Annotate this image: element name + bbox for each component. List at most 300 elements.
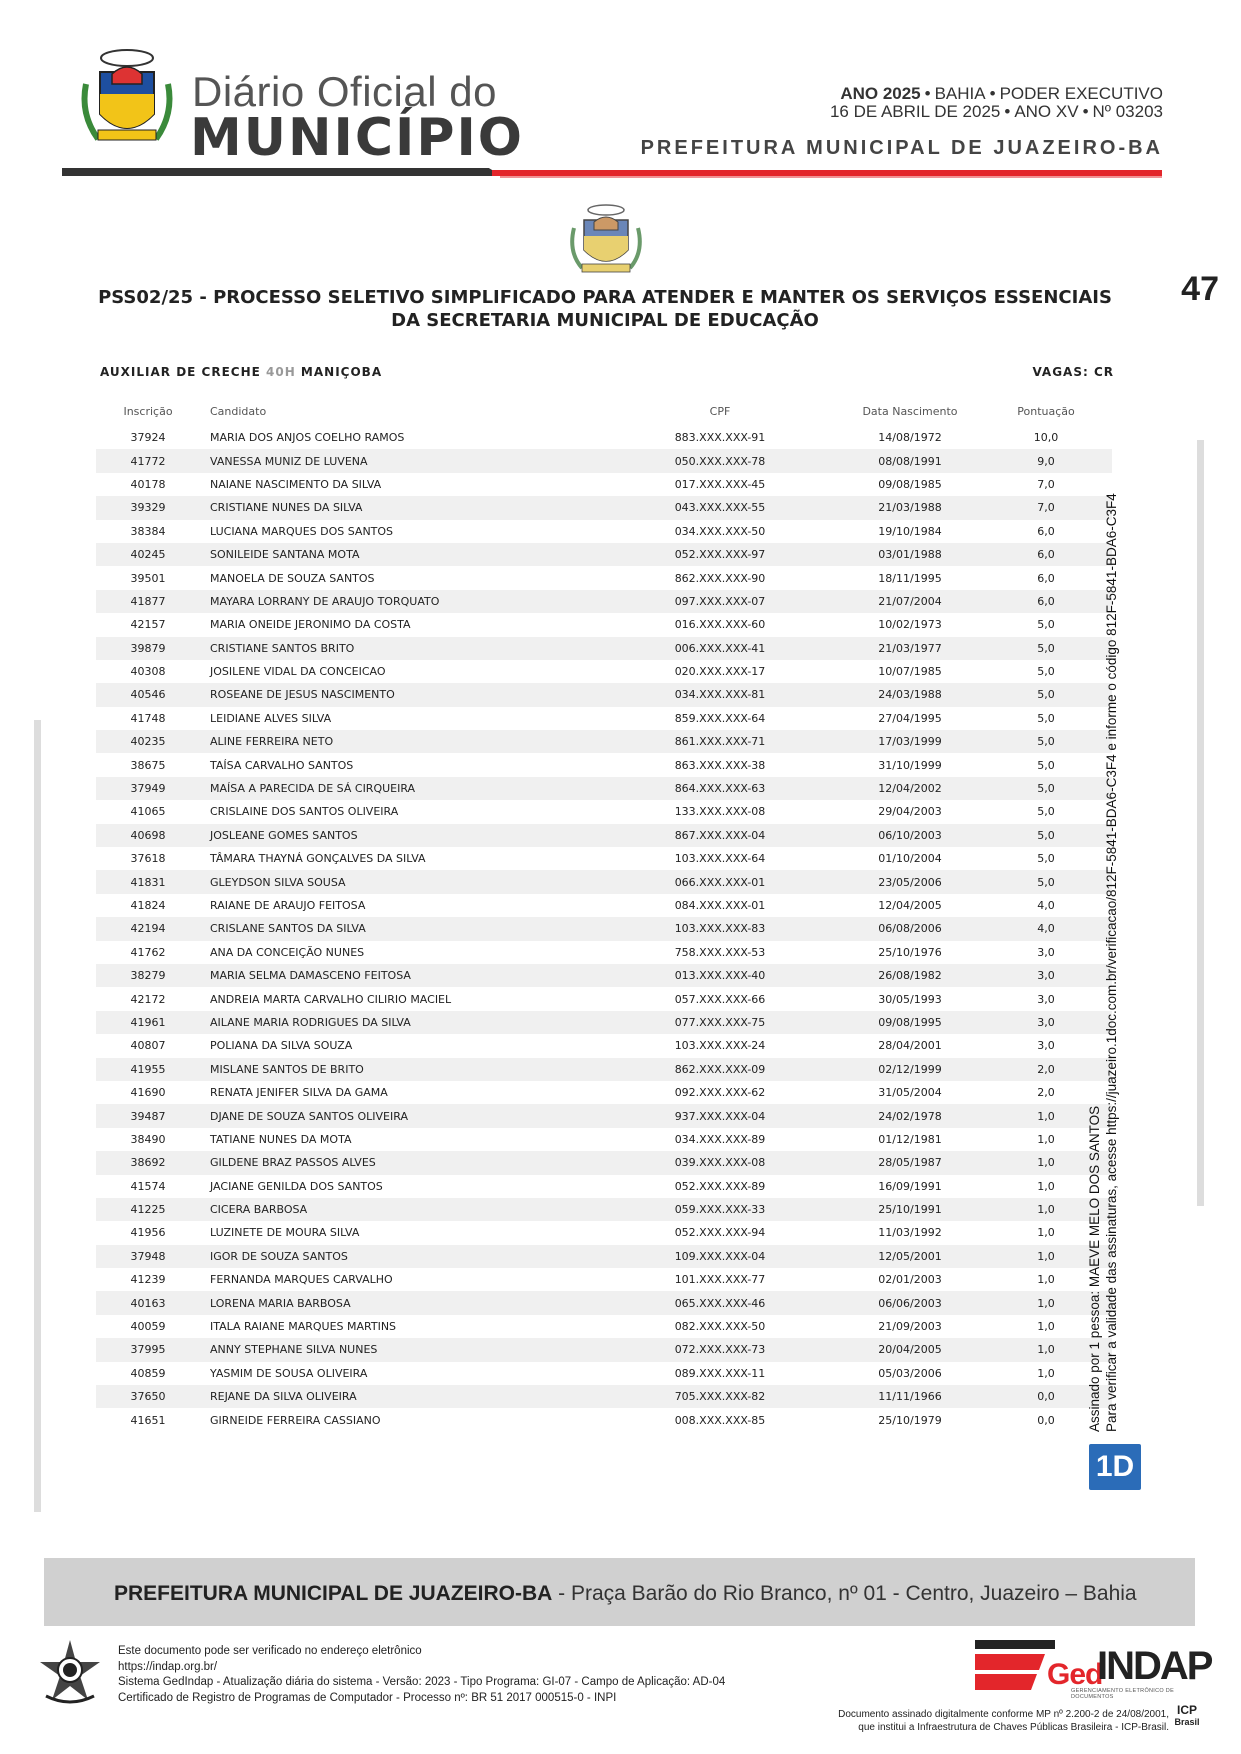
cell-candidato: AILANE MARIA RODRIGUES DA SILVA <box>200 1011 600 1034</box>
cell-inscricao: 40163 <box>96 1291 200 1314</box>
cell-inscricao: 42194 <box>96 917 200 940</box>
cell-inscricao: 37924 <box>130 431 166 445</box>
table-row <box>96 1315 1112 1338</box>
icp-brasil-logo <box>1171 1704 1203 1744</box>
cell-data-nascimento: 25/10/1979 <box>878 1413 942 1427</box>
gedindap-mark-icon <box>975 1640 1055 1698</box>
cell-inscricao: 41748 <box>130 711 166 725</box>
cell-candidato: TATIANE NUNES DA MOTA <box>210 1132 352 1146</box>
cell-data-nascimento: 11/11/1966 <box>840 1385 980 1408</box>
cell-pontuacao: 1,0 <box>1037 1132 1055 1146</box>
table-row <box>96 707 1112 730</box>
header-inscricao: Inscrição <box>123 404 173 418</box>
gedindap-indap: INDAP <box>1097 1644 1212 1688</box>
cell-pontuacao: 10,0 <box>1033 431 1059 445</box>
edition-meta-line1: ANO 2025 • BAHIA • PODER EXECUTIVO <box>840 84 1163 103</box>
cell-pontuacao: 6,0 <box>980 590 1112 613</box>
cell-data-nascimento: 11/03/1992 <box>878 1226 942 1240</box>
table-header-row <box>96 396 1112 426</box>
cell-inscricao: 38279 <box>96 964 200 987</box>
cell-pontuacao: 3,0 <box>1037 1039 1055 1053</box>
cell-data-nascimento: 29/04/2003 <box>878 805 942 819</box>
table-row <box>96 777 1112 800</box>
cell-inscricao: 40059 <box>130 1320 166 1334</box>
cell-data-nascimento: 06/06/2003 <box>840 1291 980 1314</box>
footer-address-rest: - Praça Barão do Rio Branco, nº 01 - Centro, Juazeiro – Bahia <box>552 1582 1137 1605</box>
table-row <box>96 473 1112 496</box>
cell-inscricao: 37650 <box>96 1385 200 1408</box>
cell-cpf: 034.XXX.XXX-50 <box>674 524 766 538</box>
cell-data-nascimento: 18/11/1995 <box>878 571 942 585</box>
table-row <box>96 637 1112 660</box>
cell-inscricao: 39329 <box>96 496 200 519</box>
verification-text <box>118 1644 725 1706</box>
cell-pontuacao: 2,0 <box>1037 1086 1055 1100</box>
digital-signature-notice <box>838 1708 1169 1734</box>
table-row <box>96 917 1112 940</box>
cell-cpf: 066.XXX.XXX-01 <box>600 870 840 893</box>
cell-candidato: DJANE DE SOUZA SANTOS OLIVEIRA <box>200 1104 600 1127</box>
cell-data-nascimento: 21/03/1977 <box>840 637 980 660</box>
cell-candidato: MAÍSA A PARECIDA DE SÁ CIRQUEIRA <box>200 777 600 800</box>
table-row <box>96 566 1112 589</box>
cell-pontuacao: 5,0 <box>1037 852 1055 866</box>
cell-inscricao: 41956 <box>130 1226 166 1240</box>
cell-cpf: 082.XXX.XXX-50 <box>674 1320 766 1334</box>
cell-data-nascimento: 10/02/1973 <box>878 618 942 632</box>
cell-cpf: 103.XXX.XXX-24 <box>674 1039 766 1053</box>
cell-inscricao: 41651 <box>130 1413 166 1427</box>
cell-pontuacao: 1,0 <box>980 1151 1112 1174</box>
right-margin-bar <box>1197 440 1204 1206</box>
table-row <box>96 847 1112 870</box>
cell-cpf: 034.XXX.XXX-81 <box>600 683 840 706</box>
cell-pontuacao: 5,0 <box>1037 711 1055 725</box>
cell-pontuacao: 6,0 <box>1037 524 1055 538</box>
cell-data-nascimento: 23/05/2006 <box>840 870 980 893</box>
page-number: 47 <box>1181 270 1219 308</box>
verify-line-4: Certificado de Registro de Programas de Computador - Processo nº: BR 51 2017 000515-0 - INPI <box>118 1691 617 1704</box>
cell-inscricao: 41762 <box>130 945 166 959</box>
1doc-badge-icon: 1D <box>1089 1444 1141 1490</box>
gedindap-ged: Ged <box>1047 1658 1103 1691</box>
cell-pontuacao: 9,0 <box>980 449 1112 472</box>
cell-inscricao: 40546 <box>96 683 200 706</box>
cell-candidato: GILDENE BRAZ PASSOS ALVES <box>200 1151 600 1174</box>
table-row <box>96 730 1112 753</box>
cell-data-nascimento: 01/12/1981 <box>878 1132 942 1146</box>
cell-pontuacao: 3,0 <box>980 964 1112 987</box>
table-row <box>96 496 1112 519</box>
cell-cpf: 103.XXX.XXX-64 <box>674 852 766 866</box>
brand-title-top: Diário Oficial do <box>192 68 497 115</box>
cell-inscricao: 38384 <box>130 524 166 538</box>
cell-cpf: 883.XXX.XXX-91 <box>674 431 766 445</box>
cell-pontuacao: 5,0 <box>1037 618 1055 632</box>
cell-data-nascimento: 21/03/1988 <box>840 496 980 519</box>
table-row <box>96 1034 1112 1057</box>
table-row <box>96 1198 1112 1221</box>
cell-inscricao: 41690 <box>130 1086 166 1100</box>
cell-inscricao: 41961 <box>96 1011 200 1034</box>
cell-candidato: JACIANE GENILDA DOS SANTOS <box>210 1179 383 1193</box>
cell-cpf: 077.XXX.XXX-75 <box>600 1011 840 1034</box>
table-row <box>96 1151 1112 1174</box>
cell-candidato: MARIA ONEIDE JERONIMO DA COSTA <box>210 618 411 632</box>
cell-cpf: 057.XXX.XXX-66 <box>674 992 766 1006</box>
cell-candidato: FERNANDA MARQUES CARVALHO <box>210 1273 393 1287</box>
header-pontuacao: Pontuação <box>1017 404 1075 418</box>
footer-address-bold: PREFEITURA MUNICIPAL DE JUAZEIRO-BA <box>114 1582 553 1605</box>
cell-inscricao: 40235 <box>96 730 200 753</box>
cell-pontuacao: 6,0 <box>980 543 1112 566</box>
cell-inscricao: 42157 <box>130 618 166 632</box>
table-row <box>96 987 1112 1010</box>
cell-data-nascimento: 26/08/1982 <box>840 964 980 987</box>
cell-pontuacao: 3,0 <box>980 1011 1112 1034</box>
cell-inscricao: 41574 <box>130 1179 166 1193</box>
cell-pontuacao: 5,0 <box>980 870 1112 893</box>
cell-cpf: 050.XXX.XXX-78 <box>600 449 840 472</box>
cell-pontuacao: 1,0 <box>1037 1366 1055 1380</box>
cell-inscricao: 39879 <box>96 637 200 660</box>
cell-candidato: RAIANE DE ARAUJO FEITOSA <box>210 899 366 912</box>
section-title <box>100 365 382 379</box>
cell-data-nascimento: 02/01/2003 <box>878 1273 942 1287</box>
cell-candidato: LUCIANA MARQUES DOS SANTOS <box>210 524 394 538</box>
cell-data-nascimento: 17/03/1999 <box>840 730 980 753</box>
cell-data-nascimento: 19/10/1984 <box>878 524 942 538</box>
cell-data-nascimento: 28/04/2001 <box>878 1039 942 1053</box>
cell-cpf: 059.XXX.XXX-33 <box>600 1198 840 1221</box>
cell-cpf: 016.XXX.XXX-60 <box>674 618 766 632</box>
cell-data-nascimento: 16/09/1991 <box>878 1179 942 1193</box>
section-title-hours: 40H <box>266 365 296 379</box>
results-table <box>96 396 1112 1432</box>
cell-inscricao: 41824 <box>130 899 166 912</box>
document-title-line2: DA SECRETARIA MUNICIPAL DE EDUCAÇÃO <box>391 310 819 331</box>
cell-inscricao: 38675 <box>130 758 166 772</box>
cell-candidato: RENATA JENIFER SILVA DA GAMA <box>210 1086 388 1100</box>
cell-data-nascimento: 01/10/2004 <box>878 852 942 866</box>
cell-candidato: MARIA SELMA DAMASCENO FEITOSA <box>200 964 600 987</box>
cell-candidato: TÂMARA THAYNÁ GONÇALVES DA SILVA <box>210 852 426 866</box>
left-margin-bar <box>34 720 41 1512</box>
cell-inscricao: 38692 <box>96 1151 200 1174</box>
cell-inscricao: 40698 <box>96 824 200 847</box>
table-row <box>96 1128 1112 1151</box>
cell-data-nascimento: 12/04/2005 <box>878 899 942 912</box>
cell-cpf: 043.XXX.XXX-55 <box>600 496 840 519</box>
cell-candidato: ROSEANE DE JESUS NASCIMENTO <box>200 683 600 706</box>
cell-data-nascimento: 02/12/1999 <box>840 1058 980 1081</box>
table-row <box>96 1058 1112 1081</box>
cell-pontuacao: 1,0 <box>980 1338 1112 1361</box>
table-row <box>96 426 1112 449</box>
table-row <box>96 1268 1112 1291</box>
cell-pontuacao: 1,0 <box>980 1104 1112 1127</box>
table-row <box>96 660 1112 683</box>
table-row <box>96 753 1112 776</box>
cell-candidato: ANDREIA MARTA CARVALHO CILIRIO MACIEL <box>210 992 452 1006</box>
cell-cpf: 101.XXX.XXX-77 <box>674 1273 766 1287</box>
cell-cpf: 859.XXX.XXX-64 <box>674 711 766 725</box>
cell-data-nascimento: 25/10/1991 <box>840 1198 980 1221</box>
edition-number: Nº 03203 <box>1092 102 1163 121</box>
cell-pontuacao: 3,0 <box>1037 945 1055 959</box>
table-row <box>96 1081 1112 1104</box>
edition-ano: ANO XV <box>1014 102 1079 121</box>
cell-candidato: GIRNEIDE FERREIRA CASSIANO <box>210 1413 381 1427</box>
header-rule-dark <box>62 168 502 176</box>
cell-data-nascimento: 12/04/2002 <box>840 777 980 800</box>
cell-inscricao: 41772 <box>96 449 200 472</box>
verify-line-3: Sistema GedIndap - Atualização diária do sistema - Versão: 2023 - Tipo Programa: GI-07 - Campo de Aplicação: AD-04 <box>118 1676 726 1688</box>
cell-candidato: YASMIM DE SOUSA OLIVEIRA <box>210 1366 368 1380</box>
cell-data-nascimento: 09/08/1995 <box>840 1011 980 1034</box>
cell-cpf: 089.XXX.XXX-11 <box>674 1366 766 1380</box>
cell-data-nascimento: 03/01/1988 <box>840 543 980 566</box>
vagas-label: VAGAS: CR <box>1032 365 1114 379</box>
cell-candidato: GLEYDSON SILVA SOUSA <box>200 870 600 893</box>
cell-pontuacao: 1,0 <box>980 1245 1112 1268</box>
cell-pontuacao: 4,0 <box>980 917 1112 940</box>
table-row <box>96 1291 1112 1314</box>
edition-branch: PODER EXECUTIVO <box>999 84 1163 103</box>
table-row <box>96 1245 1112 1268</box>
cell-data-nascimento: 10/07/1985 <box>878 665 942 679</box>
cell-cpf: 039.XXX.XXX-08 <box>600 1151 840 1174</box>
cell-inscricao: 40178 <box>130 477 166 491</box>
cell-candidato: CRISTIANE SANTOS BRITO <box>200 637 600 660</box>
cell-data-nascimento: 31/10/1999 <box>878 758 942 772</box>
edition-state: BAHIA <box>934 84 986 103</box>
section-title-start: AUXILIAR DE CRECHE <box>100 365 266 379</box>
document-title-line1: PSS02/25 - PROCESSO SELETIVO SIMPLIFICADO PARA ATENDER E MANTER OS SERVIÇOS ESSENCIAIS <box>98 287 1112 308</box>
cell-data-nascimento: 09/08/1985 <box>878 477 942 491</box>
digital-sig-line1: Documento assinado digitalmente conforme MP nº 2.200-2 de 24/08/2001, <box>838 1709 1169 1720</box>
cell-data-nascimento: 20/04/2005 <box>840 1338 980 1361</box>
cell-candidato: LORENA MARIA BARBOSA <box>200 1291 600 1314</box>
edition-date: 16 DE ABRIL DE 2025 <box>829 102 1001 121</box>
cell-pontuacao: 5,0 <box>1037 805 1055 819</box>
cell-inscricao: 37948 <box>96 1245 200 1268</box>
cell-cpf: 034.XXX.XXX-89 <box>674 1132 766 1146</box>
cell-candidato: ANNY STEPHANE SILVA NUNES <box>200 1338 600 1361</box>
table-row <box>96 1408 1112 1431</box>
cell-inscricao: 39501 <box>130 571 166 585</box>
cell-pontuacao: 5,0 <box>980 637 1112 660</box>
table-row <box>96 613 1112 636</box>
cell-inscricao: 37949 <box>96 777 200 800</box>
section-title-end: MANIÇOBA <box>295 365 383 379</box>
verify-line-2: https://indap.org.br/ <box>118 1660 218 1673</box>
cell-candidato: LEIDIANE ALVES SILVA <box>210 711 332 725</box>
center-crest-logo <box>568 202 644 280</box>
icp-bottom: Brasil <box>1174 1717 1200 1727</box>
header-data-nascimento: Data Nascimento <box>862 404 958 418</box>
table-row <box>96 824 1112 847</box>
header-rule-red-thin <box>500 176 1162 178</box>
footer-address <box>114 1582 1137 1606</box>
cell-data-nascimento: 21/09/2003 <box>878 1320 942 1334</box>
cell-candidato: POLIANA DA SILVA SOUZA <box>210 1039 353 1053</box>
cell-cpf: 017.XXX.XXX-45 <box>674 477 766 491</box>
cell-cpf: 097.XXX.XXX-07 <box>600 590 840 613</box>
cell-pontuacao: 2,0 <box>980 1058 1112 1081</box>
table-row <box>96 520 1112 543</box>
cell-data-nascimento: 21/07/2004 <box>840 590 980 613</box>
cell-candidato: NAIANE NASCIMENTO DA SILVA <box>210 477 382 491</box>
document-title <box>80 286 1130 332</box>
cell-candidato: LUZINETE DE MOURA SILVA <box>210 1226 360 1240</box>
cell-data-nascimento: 24/02/1978 <box>840 1104 980 1127</box>
brazil-coat-of-arms-icon <box>36 1638 104 1706</box>
cell-inscricao: 41065 <box>130 805 166 819</box>
cell-cpf: 864.XXX.XXX-63 <box>600 777 840 800</box>
cell-cpf: 862.XXX.XXX-90 <box>674 571 766 585</box>
signature-line2: Para verificar a validade das assinaturas, acesse https://juazeiro.1doc.com.br/verificacao/812F-5841-BDA6-C3F4 e informe o código 812F-5841-BDA6-C3F4 <box>1104 493 1119 1432</box>
cell-inscricao: 37995 <box>96 1338 200 1361</box>
cell-pontuacao: 1,0 <box>980 1291 1112 1314</box>
cell-cpf: 133.XXX.XXX-08 <box>674 805 766 819</box>
cell-inscricao: 41831 <box>96 870 200 893</box>
header-candidato: Candidato <box>210 404 267 418</box>
table-row <box>96 1221 1112 1244</box>
cell-data-nascimento: 05/03/2006 <box>878 1366 942 1380</box>
results-table-body <box>96 426 1112 1432</box>
table-row <box>96 449 1112 472</box>
table-row <box>96 1338 1112 1361</box>
cell-cpf: 103.XXX.XXX-83 <box>600 917 840 940</box>
table-row <box>96 590 1112 613</box>
cell-candidato: MARIA DOS ANJOS COELHO RAMOS <box>210 431 405 445</box>
cell-candidato: MAYARA LORRANY DE ARAUJO TORQUATO <box>200 590 600 613</box>
cell-inscricao: 42172 <box>130 992 166 1006</box>
cell-candidato: JOSLEANE GOMES SANTOS <box>200 824 600 847</box>
cell-data-nascimento: 08/08/1991 <box>840 449 980 472</box>
cell-candidato: VANESSA MUNIZ DE LUVENA <box>200 449 600 472</box>
cell-pontuacao: 1,0 <box>1037 1320 1055 1334</box>
gedindap-tagline: GERENCIAMENTO ELETRÔNICO DE DOCUMENTOS <box>1071 1688 1175 1700</box>
cell-pontuacao: 0,0 <box>980 1385 1112 1408</box>
cell-cpf: 072.XXX.XXX-73 <box>600 1338 840 1361</box>
cell-cpf: 937.XXX.XXX-04 <box>600 1104 840 1127</box>
cell-candidato: TAÍSA CARVALHO SANTOS <box>210 758 354 772</box>
cell-candidato: CICERA BARBOSA <box>200 1198 600 1221</box>
municipal-crest-logo <box>78 44 176 154</box>
cell-candidato: MANOELA DE SOUZA SANTOS <box>210 571 375 585</box>
cell-data-nascimento: 24/03/1988 <box>840 683 980 706</box>
cell-pontuacao: 7,0 <box>1037 477 1055 491</box>
cell-cpf: 863.XXX.XXX-38 <box>674 758 766 772</box>
cell-data-nascimento: 06/10/2003 <box>840 824 980 847</box>
cell-inscricao: 40245 <box>96 543 200 566</box>
cell-cpf: 705.XXX.XXX-82 <box>600 1385 840 1408</box>
cell-cpf: 013.XXX.XXX-40 <box>600 964 840 987</box>
table-row <box>96 941 1112 964</box>
cell-candidato: JOSILENE VIDAL DA CONCEICAO <box>210 665 386 679</box>
gedindap-logo <box>975 1640 1212 1700</box>
digital-sig-line2: que institui a Infraestrutura de Chaves Públicas Brasileira - ICP-Brasil. <box>858 1722 1169 1733</box>
table-row <box>96 1011 1112 1034</box>
cell-cpf: 862.XXX.XXX-09 <box>600 1058 840 1081</box>
edition-year: ANO 2025 <box>840 84 921 103</box>
cell-cpf: 052.XXX.XXX-94 <box>674 1226 766 1240</box>
cell-data-nascimento: 14/08/1972 <box>878 431 942 445</box>
table-row <box>96 964 1112 987</box>
cell-data-nascimento: 28/05/1987 <box>840 1151 980 1174</box>
cell-inscricao: 40308 <box>130 665 166 679</box>
table-row <box>96 1385 1112 1408</box>
cell-inscricao: 40859 <box>130 1366 166 1380</box>
cell-data-nascimento: 30/05/1993 <box>878 992 942 1006</box>
cell-pontuacao: 5,0 <box>980 777 1112 800</box>
cell-cpf: 758.XXX.XXX-53 <box>674 945 766 959</box>
cell-pontuacao: 7,0 <box>980 496 1112 519</box>
table-row <box>96 894 1112 917</box>
cell-data-nascimento: 12/05/2001 <box>840 1245 980 1268</box>
cell-pontuacao: 5,0 <box>980 824 1112 847</box>
cell-inscricao: 41877 <box>96 590 200 613</box>
cell-pontuacao: 5,0 <box>1037 665 1055 679</box>
verify-line-1: Este documento pode ser verificado no endereço eletrônico <box>118 1645 422 1657</box>
cell-pontuacao: 1,0 <box>1037 1273 1055 1287</box>
prefeitura-header: PREFEITURA MUNICIPAL DE JUAZEIRO-BA <box>640 137 1163 159</box>
icp-top: ICP <box>1176 1703 1197 1717</box>
vertical-signature-text <box>1086 493 1120 1432</box>
cell-candidato: CRISLANE SANTOS DA SILVA <box>200 917 600 940</box>
cell-cpf: 861.XXX.XXX-71 <box>600 730 840 753</box>
cell-candidato: ALINE FERREIRA NETO <box>200 730 600 753</box>
cell-cpf: 008.XXX.XXX-85 <box>674 1413 766 1427</box>
cell-data-nascimento: 31/05/2004 <box>878 1086 942 1100</box>
table-row <box>96 543 1112 566</box>
cell-inscricao: 38490 <box>130 1132 166 1146</box>
cell-pontuacao: 0,0 <box>1037 1413 1055 1427</box>
table-row <box>96 1175 1112 1198</box>
cell-candidato: CRISLAINE DOS SANTOS OLIVEIRA <box>210 805 399 819</box>
cell-candidato: IGOR DE SOUZA SANTOS <box>200 1245 600 1268</box>
cell-pontuacao: 6,0 <box>1037 571 1055 585</box>
table-row <box>96 1362 1112 1385</box>
cell-inscricao: 41239 <box>130 1273 166 1287</box>
cell-cpf: 052.XXX.XXX-97 <box>600 543 840 566</box>
cell-candidato: CRISTIANE NUNES DA SILVA <box>200 496 600 519</box>
cell-pontuacao: 3,0 <box>1037 992 1055 1006</box>
cell-cpf: 006.XXX.XXX-41 <box>600 637 840 660</box>
cell-data-nascimento: 06/08/2006 <box>840 917 980 940</box>
edition-meta-line2: 16 DE ABRIL DE 2025 • ANO XV • Nº 03203 <box>829 102 1163 121</box>
cell-cpf: 020.XXX.XXX-17 <box>674 665 766 679</box>
cell-cpf: 867.XXX.XXX-04 <box>600 824 840 847</box>
cell-candidato: SONILEIDE SANTANA MOTA <box>200 543 600 566</box>
cell-inscricao: 41225 <box>96 1198 200 1221</box>
cell-data-nascimento: 27/04/1995 <box>878 711 942 725</box>
cell-cpf: 084.XXX.XXX-01 <box>674 899 766 912</box>
cell-inscricao: 40807 <box>130 1039 166 1053</box>
cell-candidato: REJANE DA SILVA OLIVEIRA <box>200 1385 600 1408</box>
table-row <box>96 1104 1112 1127</box>
footer-band <box>44 1558 1195 1626</box>
cell-candidato: ITALA RAIANE MARQUES MARTINS <box>210 1320 397 1334</box>
cell-inscricao: 37618 <box>130 852 166 866</box>
cell-inscricao: 41955 <box>96 1058 200 1081</box>
cell-cpf: 065.XXX.XXX-46 <box>600 1291 840 1314</box>
signature-line1: Assinado por 1 pessoa: MAEVE MELO DOS SANTOS <box>1087 1105 1102 1432</box>
cell-pontuacao: 4,0 <box>1037 899 1055 912</box>
cell-pontuacao: 1,0 <box>1037 1179 1055 1193</box>
